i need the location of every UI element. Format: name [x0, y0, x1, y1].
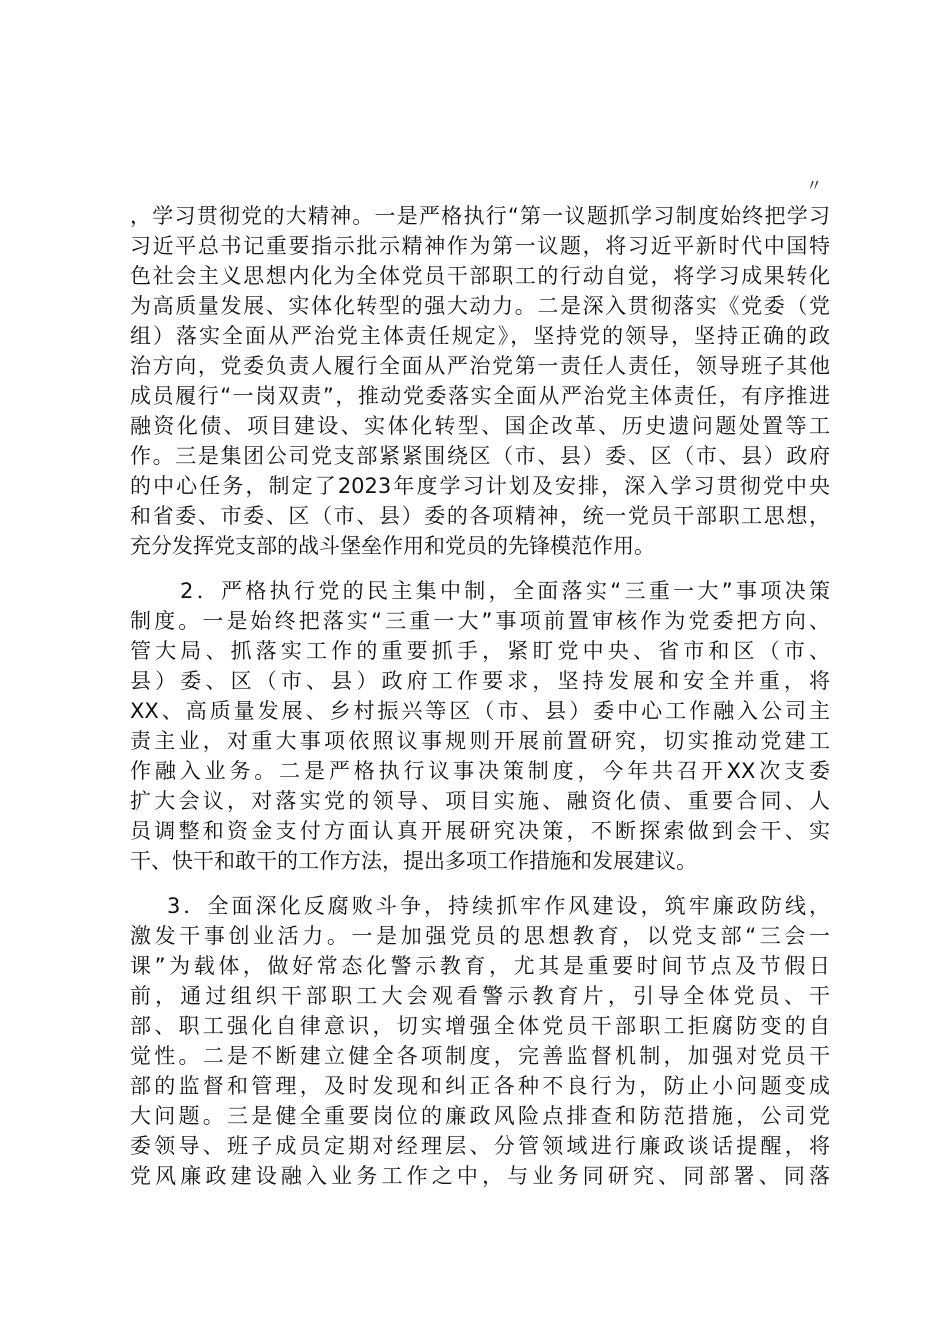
paragraph-2-line: 员调整和资金支付方面认真开展研究决策，不断探索做到会干、实 [130, 819, 830, 843]
paragraph-1-line: 习近平总书记重要指示批示精神作为第一议题，将习近平新时代中国特 [130, 234, 830, 258]
paragraph-1-line: 为高质量发展、实体化转型的强大动力。二是深入贯彻落实《党委（党 [130, 294, 830, 318]
paragraph-3-line: 委领导、班子成员定期对经理层、分管领域进行廉政谈话提醒，将 [130, 1134, 830, 1158]
paragraph-1-line: 色社会主义思想内化为全体党员干部职工的行动自觉，将学习成果转化 [130, 264, 830, 288]
top-quote-mark: 〃 [806, 176, 823, 195]
paragraph-3-line: 大问题。三是健全重要岗位的廉政风险点排查和防范措施，公司党 [130, 1104, 830, 1128]
paragraph-1-line: 治方向，党委负责人履行全面从严治党第一责任人责任，领导班子其他 [130, 354, 830, 378]
paragraph-3-line: 激发干事创业活力。一是加强党员的思想教育，以党支部“三会一 [130, 924, 830, 948]
paragraph-2-line: 管大局、抓落实工作的重要抓手，紧盯党中央、省市和区（市、 [130, 639, 830, 663]
paragraph-1-line: 融资化债、项目建设、实体化转型、国企改革、历史遗问题处置等工 [130, 414, 830, 438]
paragraph-3-line: 课”为载体，做好常态化警示教育，尤其是重要时间节点及节假日 [130, 954, 830, 978]
paragraph-1-line: 组）落实全面从严治党主体责任规定》，坚持党的领导，坚持正确的政 [130, 324, 830, 348]
paragraph-3-line: 3．全面深化反腐败斗争，持续抓牢作风建设，筑牢廉政防线， [167, 894, 830, 918]
paragraph-1-line: 充分发挥党支部的战斗堡垒作用和党员的先锋模范作用。 [130, 534, 655, 558]
paragraph-1 [130, 201, 830, 561]
paragraph-1-line: 和省委、市委、区（市、县）委的各项精神，统一党员干部职工思想， [130, 504, 830, 528]
paragraph-2-line: 制度。一是始终把落实“三重一大”事项前置审核作为党委把方向、 [130, 609, 830, 633]
paragraph-3-line: 党风廉政建设融入业务工作之中，与业务同研究、同部署、同落 [130, 1164, 830, 1188]
paragraph-2-line: 作融入业务。二是严格执行议事决策制度，今年共召开XX次支委 [130, 759, 830, 783]
document-body [130, 201, 830, 1191]
paragraph-1-line: 作。三是集团公司党支部紧紧围绕区（市、县）委、区（市、县）政府 [130, 444, 830, 468]
paragraph-3-line: 觉性。二是不断建立健全各项制度，完善监督机制，加强对党员干 [130, 1044, 830, 1068]
paragraph-2-line: XX、高质量发展、乡村振兴等区（市、县）委中心工作融入公司主 [130, 699, 830, 723]
paragraph-3-line: 部的监督和管理，及时发现和纠正各种不良行为，防止小问题变成 [130, 1074, 830, 1098]
paragraph-3-line: 部、职工强化自律意识，切实增强全体党员干部职工拒腐防变的自 [130, 1014, 830, 1038]
paragraph-2 [130, 576, 830, 876]
paragraph-2-line: 扩大会议，对落实党的领导、项目实施、融资化债、重要合同、人 [130, 789, 830, 813]
paragraph-2-line: 责主业，对重大事项依照议事规则开展前置研究，切实推动党建工 [130, 729, 830, 753]
paragraph-1-line: ，学习贯彻党的大精神。一是严格执行“第一议题抓学习制度始终把学习 [130, 204, 830, 228]
paragraph-1-line: 成员履行“一岗双责”，推动党委落实全面从严治党主体责任，有序推进 [130, 384, 830, 408]
paragraph-2-line: 干、快干和敢干的工作方法，提出多项工作措施和发展建议。 [130, 849, 697, 873]
paragraph-1-line: 的中心任务，制定了2023年度学习计划及安排，深入学习贯彻党中央 [130, 474, 830, 498]
paragraph-3 [130, 891, 830, 1191]
paragraph-2-line: 县）委、区（市、县）政府工作要求，坚持发展和安全并重，将 [130, 669, 830, 693]
paragraph-2-line: 2．严格执行党的民主集中制，全面落实“三重一大”事项决策 [180, 579, 830, 603]
paragraph-3-line: 前，通过组织干部职工大会观看警示教育片，引导全体党员、干 [130, 984, 830, 1008]
